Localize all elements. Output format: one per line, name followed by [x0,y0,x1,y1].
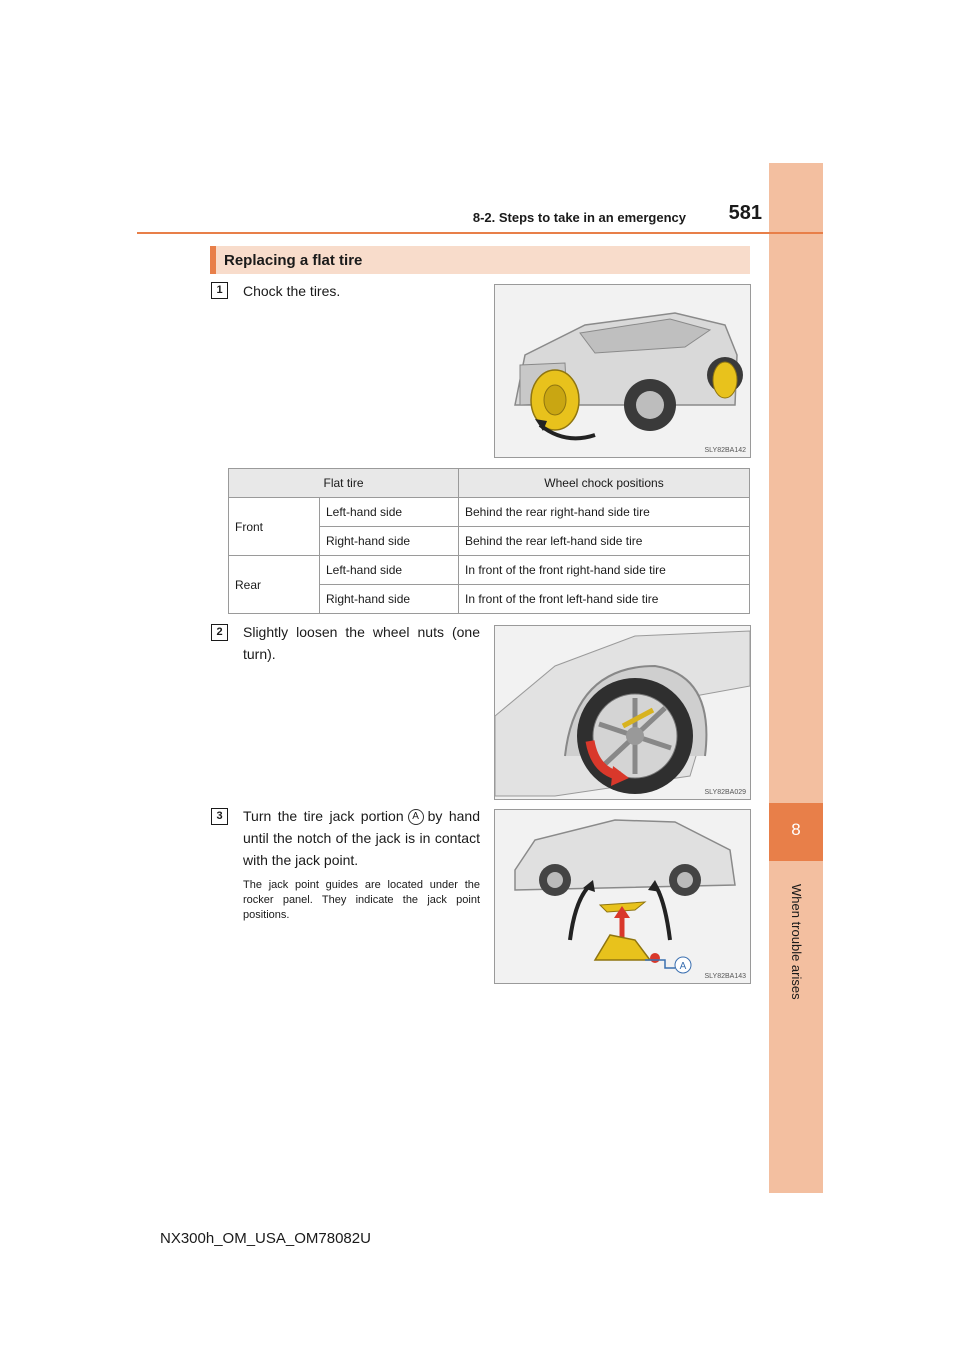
table-group-cell: Front [229,498,320,556]
step-3-text-before: Turn the tire jack portion [243,808,404,824]
jack-illustration [495,810,750,983]
header-section-title: 8-2. Steps to take in an emergency [472,210,686,225]
table-cell: In front of the front left-hand side tire [459,585,750,614]
table-cell: Left-hand side [320,556,459,585]
chapter-number: 8 [791,820,801,839]
figure-label-a: A [679,961,687,972]
table-cell: Left-hand side [320,498,459,527]
step-3-text-after: by hand until the notch of the jack is in contact with the jack point. [243,808,480,868]
table-header-cell: Wheel chock positions [459,469,750,498]
step-2-text: Slightly loosen the wheel nuts (one turn). [243,624,480,662]
figure-code: SLY82BA142 [704,447,746,454]
table-header-cell: Flat tire [229,469,459,498]
chapter-title: When trouble arises [789,884,804,1000]
car-chock-illustration [495,285,750,457]
table-cell: Right-hand side [320,527,459,556]
header-rule [137,232,823,234]
marker-a: A [408,809,424,825]
section-title: Replacing a flat tire [224,252,363,269]
step-1-text: Chock the tires. [243,283,341,299]
table-cell: In front of the front right-hand side tire [459,556,750,585]
step-3-note: The jack point guides are located under the rocker panel. They indicate the jack point positions. [243,879,480,921]
step-1-number: 1 [211,282,228,299]
figure-chock-tires [494,284,751,458]
table-row [229,498,750,527]
table-cell: Right-hand side [320,585,459,614]
figure-code: SLY82BA029 [704,789,746,796]
step-3-number: 3 [211,808,228,825]
step-3-text [243,805,480,871]
step-2-number: 2 [211,624,228,641]
footer-document-code: NX300h_OM_USA_OM78082U [160,1230,371,1247]
chapter-tab [769,163,823,1193]
figure-jack-point [494,809,751,984]
table-group-cell: Rear [229,556,320,614]
wheel-wrench-illustration [495,626,750,799]
figure-loosen-nuts [494,625,751,800]
page-number: 581 [728,202,762,224]
section-heading-accent [210,246,216,274]
table-cell: Behind the rear right-hand side tire [459,498,750,527]
table-row [229,556,750,585]
figure-code: SLY82BA143 [704,973,746,980]
table-header-row [229,469,750,498]
table-cell: Behind the rear left-hand side tire [459,527,750,556]
wheel-chock-table [228,468,750,614]
